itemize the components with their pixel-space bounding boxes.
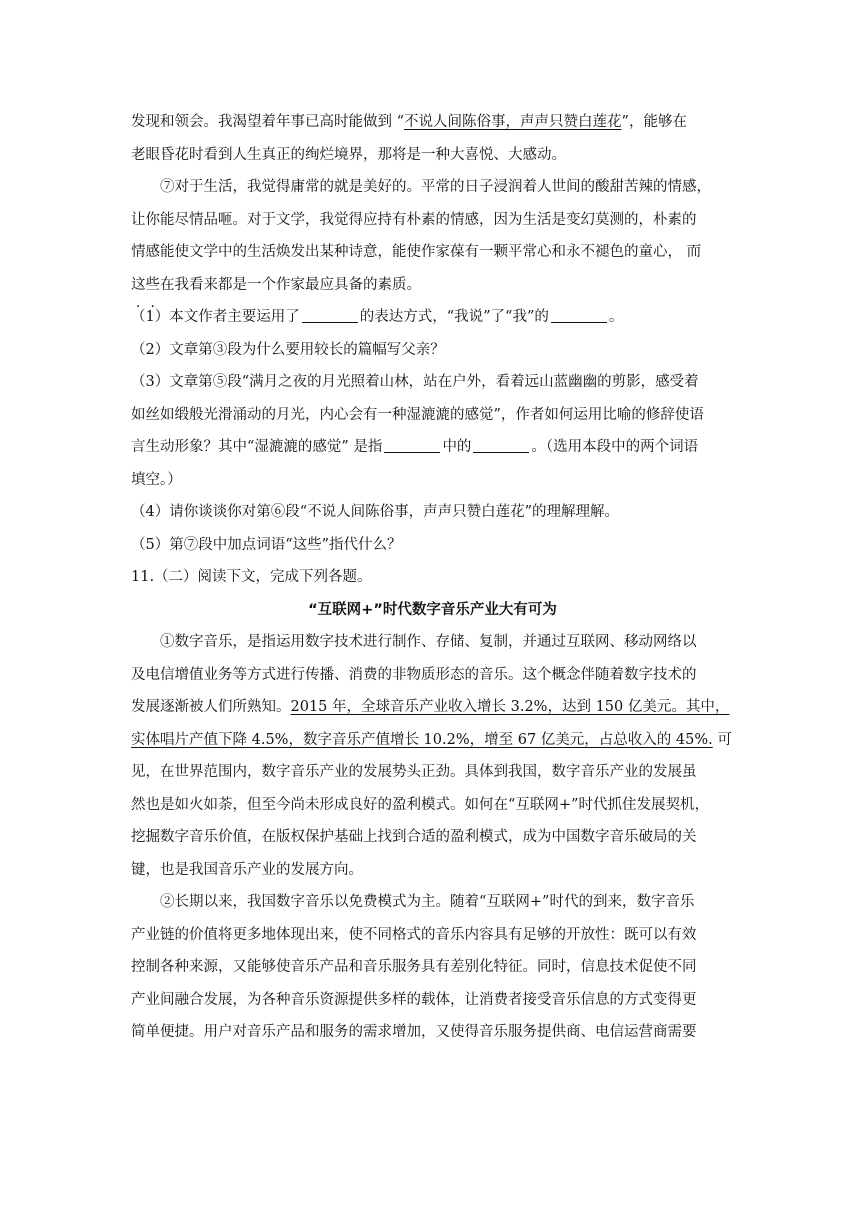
question-3-line-2: 如丝如缎般光滑涌动的月光，内心会有一种湿漉漉的感觉”，作者如何运用比喻的修辞使语 (131, 406, 704, 423)
document-body (131, 106, 734, 1049)
text-span: ”，能够在 (621, 114, 687, 130)
article-title: “互联网+”时代数字音乐产业大有可为 (308, 601, 557, 618)
text-span: 发现和领会。我渴望着年事已高时能做到 “ (131, 114, 405, 130)
text-span: 言生动形象？其中“湿漉漉的感觉” 是指 (131, 439, 383, 455)
question-1 (131, 301, 734, 334)
article-p1-line-5: 见，在世界范围内，数字音乐产业的发展势头正劲。具体到我国，数字音乐产业的发展虽 (131, 764, 697, 780)
answer-blank[interactable] (384, 436, 440, 453)
question-3-line-4: 填空。） (131, 471, 182, 488)
question-3-line-3 (131, 431, 734, 464)
paragraph-6-line-2: 老眼昏花时看到人生真正的绚烂境界，那将是一种大喜悦、大感动。 (131, 146, 566, 163)
underlined-sentence: 实体唱片产值下降 4.5%，数字音乐产值增长 10.2%，增至 67 亿美元，占总收入的 45%. (131, 731, 713, 748)
dotted-word-char: 些 (145, 276, 160, 293)
article-p2-line-2: 产业链的价值将更多地体现出来，使不同格式的音乐内容具有足够的开放性：既可以有效 (131, 926, 697, 943)
paragraph-7-line-4 (131, 269, 734, 302)
article-p1-line-6: 然也是如火如荼，但至今尚未形成良好的盈利模式。如何在“互联网+”时代抓住发展契机， (131, 796, 709, 813)
article-p2-line-1: ②长期以来，我国数字音乐以免费模式为主。随着“互联网+”时代的到来，数字音乐 (160, 894, 695, 910)
dotted-word-char: 这 (131, 276, 146, 293)
underlined-sentence: 2015 年，全球音乐产业收入增长 3.2%，达到 150 亿美元。其中， (290, 699, 730, 715)
text-span: 。 (608, 309, 624, 325)
article-p1-line-3 (131, 691, 734, 724)
text-span: 中的 (442, 439, 472, 455)
question-4: （4）请你谈谈你对第⑥段“不说人间陈俗事，声声只赞白莲花”的理解理解。 (131, 504, 620, 520)
article-p1-line-7: 挖掘数字音乐价值，在版权保护基础上找到合适的盈利模式，成为中国数字音乐破局的关 (131, 829, 697, 845)
question-2: （2）文章第③段为什么要用较长的篇幅写父亲？ (131, 341, 445, 358)
text-span: 在我看来都是一个作家最应具备的素质。 (160, 276, 421, 293)
question-3-line-1: （3）文章第⑤段“满月之夜的月光照着山林，站在户外，看着远山蓝幽幽的剪影，感受着 (131, 374, 699, 390)
article-p1-line-1: ①数字音乐，是指运用数字技术进行制作、存储、复制，并通过互联网、移动网络以 (160, 634, 697, 650)
paragraph-7-line-1: ⑦对于生活，我觉得庸常的就是美好的。平常的日子浸润着人世间的酸甜苦辣的情感， (160, 179, 711, 195)
article-p1-line-4 (131, 724, 734, 757)
article-p2-line-5: 简单便捷。用户对音乐产品和服务的需求增加，又使得音乐服务提供商、电信运营商需要 (131, 1024, 697, 1040)
text-span: 。（选用本段中的两个词语 (531, 439, 699, 455)
paragraph-6-line-1 (131, 106, 734, 139)
article-p1-line-8: 键，也是我国音乐产业的发展方向。 (131, 861, 363, 878)
section-heading: 11.（二）阅读下文，完成下列各题。 (131, 569, 372, 585)
underlined-quote: 不说人间陈俗事，声声只赞白莲花 (404, 114, 622, 130)
answer-blank[interactable] (473, 436, 529, 453)
text-span: 可 (712, 731, 732, 748)
article-p2-line-3: 控制各种来源，又能够使音乐产品和音乐服务具有差别化特征。同时，信息技术促使不同 (131, 959, 697, 975)
paragraph-7-line-3: 情感能使文学中的生活焕发出某种诗意，能使作家葆有一颗平常心和永不褪色的童心， 而 (131, 244, 702, 260)
text-span: 的表达方式，“我说”了“我”的 (359, 309, 549, 325)
article-p2-line-4: 产业间融合发展，为各种音乐资源提供多样的载体，让消费者接受音乐信息的方式变得更 (131, 991, 697, 1008)
text-span: 发展逐渐被人们所熟知。 (131, 699, 291, 715)
text-span: （1）本文作者主要运用了 (131, 309, 300, 325)
paragraph-7-line-2: 让你能尽情品咂。对于文学，我觉得应持有朴素的情感，因为生活是变幻莫测的，朴素的 (131, 211, 697, 228)
answer-blank[interactable] (551, 306, 607, 323)
article-p1-line-2: 及电信增值业务等方式进行传播、消费的非物质形态的音乐。这个概念伴随着数字技术的 (131, 666, 697, 683)
question-5: （5）第⑦段中加点词语“这些”指代什么？ (131, 536, 402, 553)
answer-blank[interactable] (302, 306, 358, 323)
